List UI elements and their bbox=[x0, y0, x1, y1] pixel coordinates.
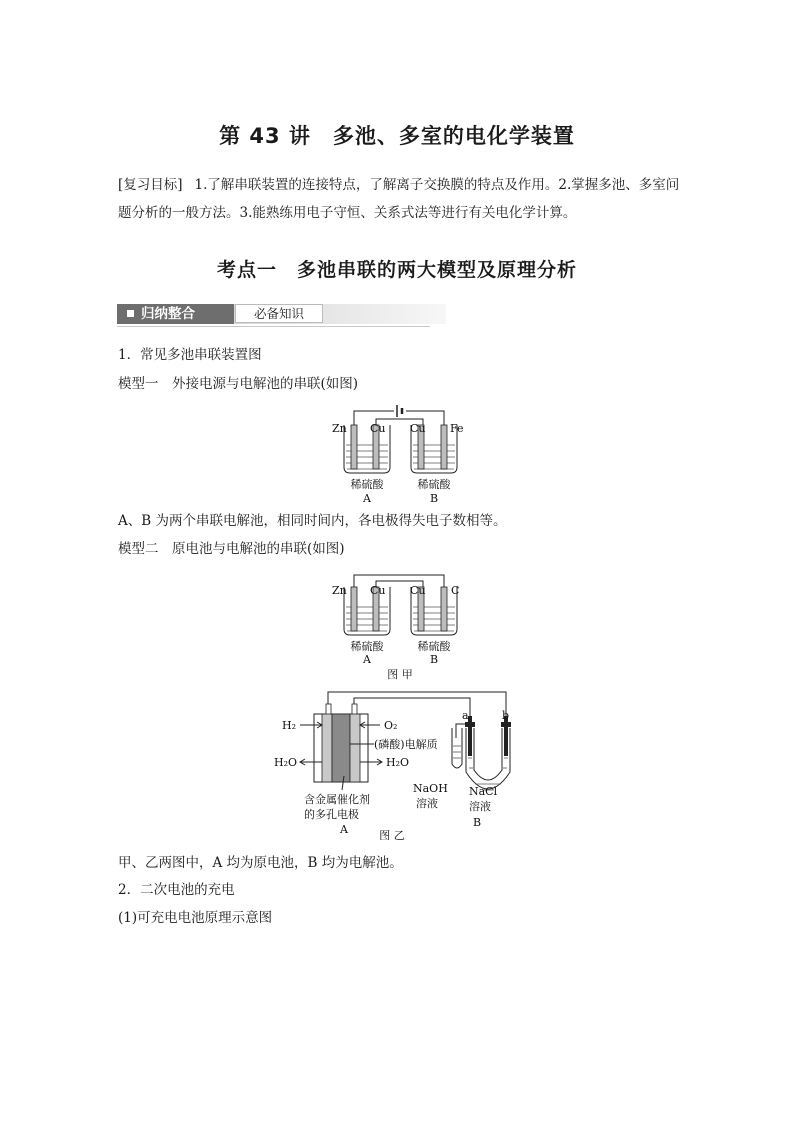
fig3-naoh-line1: NaOH bbox=[413, 782, 448, 795]
fig2-electrode-4: C bbox=[451, 584, 460, 597]
model-1-description: A、B 为两个串联电解池，相同时间内，各电极得失电子数相等。 bbox=[118, 513, 507, 529]
model-2-heading: 模型二 原电池与电解池的串联(如图) bbox=[118, 541, 345, 557]
fig1-solution-b: 稀硫酸 bbox=[417, 478, 451, 491]
review-goals-tag: [复习目标] bbox=[118, 177, 183, 193]
page-title: 第 43 讲 多池、多室的电化学装置 bbox=[219, 124, 575, 148]
fig3-h2o-left: H₂O bbox=[274, 756, 298, 769]
fig3-h2o-right: H₂O bbox=[386, 756, 410, 769]
model-1-heading: 模型一 外接电源与电解池的串联(如图) bbox=[118, 376, 359, 392]
figure-series-electrolysis bbox=[320, 395, 480, 507]
fig3-nacl-line2: 溶液 bbox=[469, 800, 491, 813]
fig3-electrode-a: a bbox=[462, 709, 469, 722]
fig2-electrode-3: Cu bbox=[410, 584, 426, 597]
review-goals bbox=[118, 171, 684, 227]
fig3-caption: 图 乙 bbox=[379, 829, 405, 840]
fig2-electrode-1: Zn bbox=[332, 584, 347, 597]
fig1-label-a: A bbox=[363, 492, 371, 505]
fig2-label-b: B bbox=[429, 653, 439, 666]
fig3-electrode-line1: 含金属催化剂 bbox=[304, 793, 370, 806]
section-banner bbox=[117, 302, 430, 326]
banner-right bbox=[234, 304, 446, 324]
fig3-label-a: A bbox=[340, 823, 348, 836]
fig2-label-a: A bbox=[363, 653, 371, 666]
fig3-nacl-line1: NaCl bbox=[469, 785, 498, 798]
fig3-h2: H₂ bbox=[282, 719, 297, 732]
fig2-solution-b: 稀硫酸 bbox=[417, 640, 451, 653]
fig3-label-b: B bbox=[472, 816, 482, 829]
figure-yi bbox=[270, 688, 530, 840]
fig3-electrolyte: (磷酸)电解质 bbox=[374, 738, 438, 751]
banner-rule bbox=[117, 326, 430, 327]
banner-left-label: 归纳整合 bbox=[141, 306, 195, 322]
fig1-electrode-4: Fe bbox=[450, 422, 464, 435]
banner-right-label: 必备知识 bbox=[235, 304, 323, 323]
heading-1: 1．常见多池串联装置图 bbox=[118, 347, 262, 363]
model-2-description: 甲、乙两图中，A 均为原电池，B 均为电解池。 bbox=[118, 855, 403, 871]
banner-left bbox=[117, 304, 234, 324]
fig2-caption: 图 甲 bbox=[387, 668, 413, 681]
fig3-electrode-b: b bbox=[502, 709, 510, 722]
figure-jia bbox=[320, 565, 480, 683]
fig2-electrode-2: Cu bbox=[370, 584, 386, 597]
heading-2-sub: (1)可充电电池原理示意图 bbox=[118, 910, 273, 926]
square-bullet-icon bbox=[127, 310, 134, 317]
fig1-electrode-2: Cu bbox=[370, 422, 386, 435]
fig1-electrode-3: Cu bbox=[410, 422, 426, 435]
fig2-solution-a: 稀硫酸 bbox=[350, 640, 384, 653]
fig1-label-b: B bbox=[429, 492, 439, 505]
review-goals-text: 1.了解串联装置的连接特点，了解离子交换膜的特点及作用。2.掌握多池、多室问题分析的一般方法。3.能熟练用电子守恒、关系式法等进行有关电化学计算。 bbox=[118, 177, 680, 221]
fig1-solution-a: 稀硫酸 bbox=[350, 478, 384, 491]
fig1-electrode-1: Zn bbox=[332, 422, 347, 435]
heading-2: 2．二次电池的充电 bbox=[118, 882, 235, 898]
fig3-o2: O₂ bbox=[384, 719, 398, 732]
fig3-electrode-line2: 的多孔电极 bbox=[304, 808, 359, 821]
section-title: 考点一 多池串联的两大模型及原理分析 bbox=[216, 259, 577, 281]
fig3-naoh-line2: 溶液 bbox=[416, 797, 438, 810]
